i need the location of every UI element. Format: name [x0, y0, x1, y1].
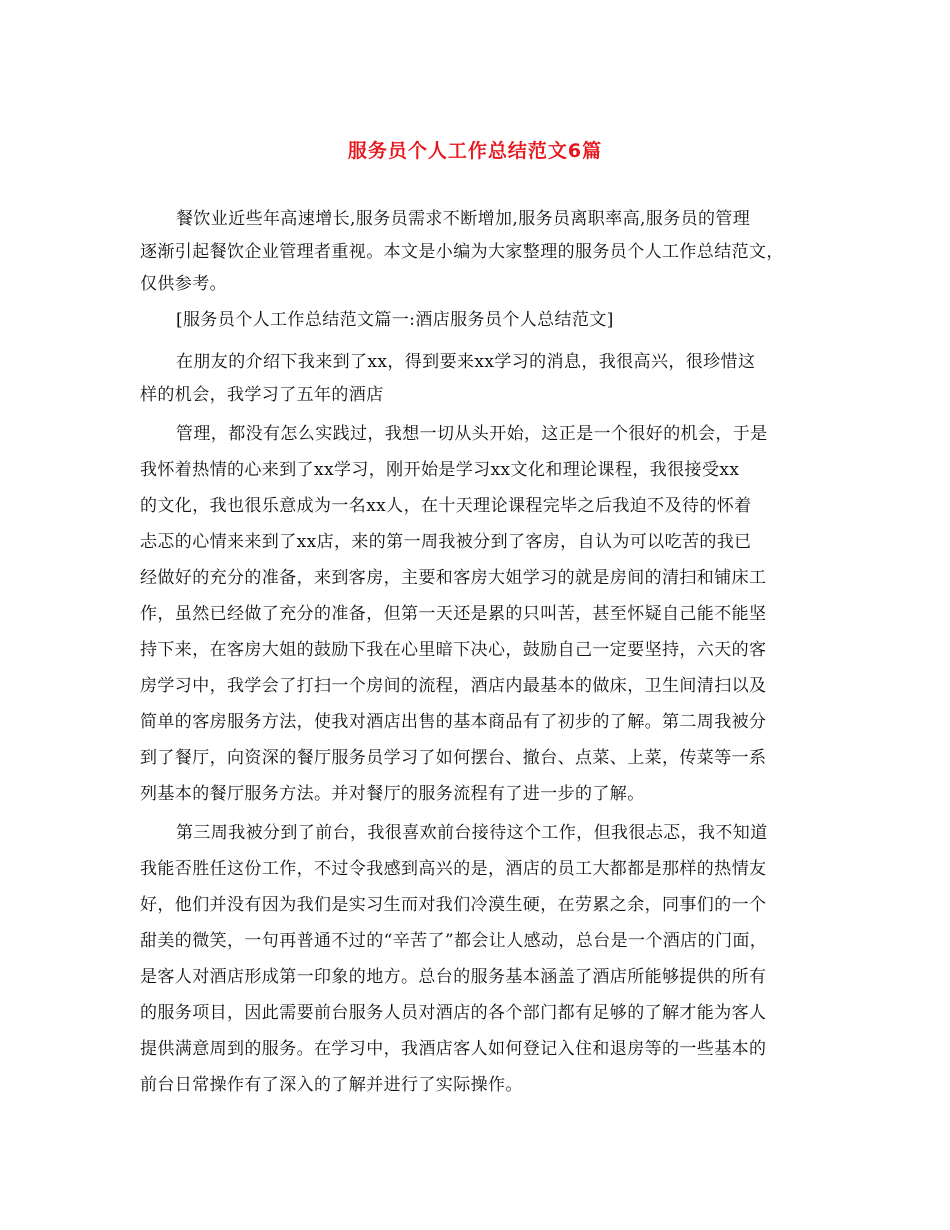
- section-heading: [服务员个人工作总结范文篇一:酒店服务员个人总结范文]: [176, 310, 614, 330]
- paragraph-line: 持下来，在客房大姐的鼓励下我在心里暗下决心，鼓励自己一定要坚持，六天的客: [140, 640, 767, 660]
- paragraph-line: 逐渐引起餐饮企业管理者重视。本文是小编为大家整理的服务员个人工作总结范文，: [140, 242, 784, 262]
- paragraph-line: 房学习中，我学会了打扫一个房间的流程，酒店内最基本的做床，卫生间清扫以及: [140, 676, 767, 696]
- paragraph-line: 到了餐厅，向资深的餐厅服务员学习了如何摆台、撤台、点菜、上菜，传菜等一系: [140, 748, 767, 768]
- paragraph-line: 我怀着热情的心来到了xx学习，刚开始是学习xx文化和理论课程，我很接受xx: [140, 460, 740, 480]
- paragraph-line: 经做好的充分的准备，来到客房，主要和客房大姐学习的就是房间的清扫和铺床工: [140, 568, 767, 588]
- paragraph-line: 仅供参考。: [140, 274, 227, 294]
- paragraph-line: 第三周我被分到了前台，我很喜欢前台接待这个工作，但我很忐忑，我不知道: [176, 823, 768, 843]
- paragraph-line: 作，虽然已经做了充分的准备，但第一天还是累的只叫苦，甚至怀疑自己能不能坚: [140, 604, 767, 624]
- paragraph-line: 好，他们并没有因为我们是实习生而对我们冷漠生硬，在劳累之余，同事们的一个: [140, 895, 767, 915]
- paragraph-line: 在朋友的介绍下我来到了xx，得到要来xx学习的消息，我很高兴，很珍惜这: [176, 352, 756, 372]
- paragraph-line: 的文化，我也很乐意成为一名xx人，在十天理论课程完毕之后我迫不及待的怀着: [140, 496, 752, 516]
- paragraph-line: 列基本的餐厅服务方法。并对餐厅的服务流程有了进一步的了解。: [140, 784, 645, 804]
- paragraph-line: 餐饮业近些年高速增长,服务员需求不断增加,服务员离职率高,服务员的管理: [176, 209, 751, 229]
- paragraph-line: 提供满意周到的服务。在学习中，我酒店客人如何登记入住和退房等的一些基本的: [140, 1039, 767, 1059]
- paragraph-line: 前台日常操作有了深入的了解并进行了实际操作。: [140, 1075, 523, 1095]
- paragraph-line: 管理，都没有怎么实践过，我想一切从头开始，这正是一个很好的机会，于是: [176, 424, 768, 444]
- paragraph-line: 我能否胜任这份工作，不过令我感到高兴的是，酒店的员工大都都是那样的热情友: [140, 859, 767, 879]
- document-title: 服务员个人工作总结范文6篇: [347, 140, 603, 162]
- paragraph-line: 简单的客房服务方法，使我对酒店出售的基本商品有了初步的了解。第二周我被分: [140, 712, 767, 732]
- paragraph-line: 的服务项目，因此需要前台服务人员对酒店的各个部门都有足够的了解才能为客人: [140, 1003, 767, 1023]
- paragraph-line: 忐忑的心情来来到了xx店，来的第一周我被分到了客房，自认为可以吃苦的我已: [140, 532, 752, 552]
- paragraph-line: 甜美的微笑，一句再普通不过的“辛苦了”都会让人感动，总台是一个酒店的门面，: [140, 931, 768, 951]
- paragraph-line: 样的机会，我学习了五年的酒店: [140, 385, 384, 405]
- paragraph-line: 是客人对酒店形成第一印象的地方。总台的服务基本涵盖了酒店所能够提供的所有: [140, 967, 767, 987]
